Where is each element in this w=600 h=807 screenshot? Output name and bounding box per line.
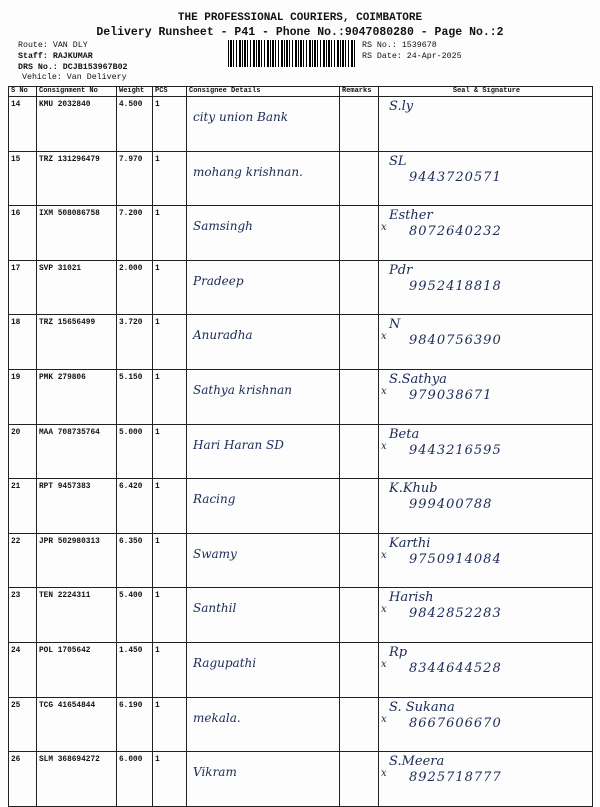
table-row	[9, 588, 593, 643]
runsheet-table	[8, 86, 593, 807]
weight-cell: 7.200	[117, 206, 153, 261]
remarks-cell	[340, 369, 379, 424]
runsheet-subtitle: Delivery Runsheet - P41 - Phone No.:9047080280 - Page No.:2	[96, 26, 504, 39]
cross-mark: x	[381, 222, 387, 234]
signature-name: S.Meera	[389, 754, 445, 770]
signature-cell	[379, 697, 593, 752]
sno-cell: 19	[9, 369, 37, 424]
signature-phone: 9952418818	[409, 278, 502, 294]
weight-cell: 1.450	[117, 642, 153, 697]
signature-phone: 9842852283	[409, 606, 502, 622]
pcs-cell: 1	[153, 260, 187, 315]
cross-mark: x	[381, 549, 387, 561]
cross-mark: x	[381, 385, 387, 397]
remarks-cell	[340, 697, 379, 752]
col-header-consignment: Consignment No	[37, 87, 117, 97]
consignee-cell: mekala.	[187, 697, 340, 752]
weight-cell: 5.000	[117, 424, 153, 479]
pcs-cell: 1	[153, 424, 187, 479]
weight-cell: 6.350	[117, 533, 153, 588]
weight-cell: 6.000	[117, 752, 153, 807]
weight-cell: 6.420	[117, 479, 153, 534]
consignee-cell: Santhil	[187, 588, 340, 643]
company-title: THE PROFESSIONAL COURIERS, COIMBATORE	[177, 12, 423, 24]
signature-name: Esther	[389, 208, 433, 224]
drs-label: DRS No.: DCJB153967B02	[18, 63, 128, 72]
signature-name: SL	[389, 153, 407, 169]
signature-name: Beta	[389, 426, 420, 442]
sno-cell: 17	[9, 260, 37, 315]
remarks-cell	[340, 752, 379, 807]
signature-name: Pdr	[389, 262, 413, 278]
col-header-weight: Weight	[117, 87, 153, 97]
table-row	[9, 752, 593, 807]
weight-cell: 4.500	[117, 97, 153, 152]
table-row	[9, 151, 593, 206]
sno-cell: 20	[9, 424, 37, 479]
pcs-cell: 1	[153, 752, 187, 807]
col-header-signature: Seal & Signature	[379, 87, 593, 97]
table-row	[9, 97, 593, 152]
signature-phone: 9840756390	[409, 333, 502, 349]
table-header-row	[9, 87, 593, 97]
pcs-cell: 1	[153, 588, 187, 643]
consignee-cell: Racing	[187, 479, 340, 534]
table-row	[9, 260, 593, 315]
remarks-cell	[340, 424, 379, 479]
consignment-no-cell: TCG 41654844	[37, 697, 117, 752]
pcs-cell: 1	[153, 97, 187, 152]
signature-name: Rp	[389, 644, 408, 660]
signature-cell	[379, 642, 593, 697]
signature-name: S. Sukana	[389, 699, 455, 715]
consignee-cell: Samsingh	[187, 206, 340, 261]
table-row	[9, 315, 593, 370]
signature-phone: 9443720571	[409, 169, 502, 185]
signature-cell	[379, 479, 593, 534]
signature-phone: 979038671	[409, 387, 493, 403]
remarks-cell	[340, 479, 379, 534]
consignment-no-cell: MAA 708735764	[37, 424, 117, 479]
table-row	[9, 479, 593, 534]
cross-mark: x	[381, 604, 387, 616]
remarks-cell	[340, 642, 379, 697]
signature-name: Karthi	[389, 535, 431, 551]
consignee-cell: Ragupathi	[187, 642, 340, 697]
consignee-cell: mohang krishnan.	[187, 151, 340, 206]
consignment-no-cell: SVP 31021	[37, 260, 117, 315]
signature-cell	[379, 206, 593, 261]
staff-label: Staff: RAJKUMAR	[18, 52, 93, 61]
signature-cell	[379, 424, 593, 479]
consignee-cell: city union Bank	[187, 97, 340, 152]
cross-mark: x	[381, 440, 387, 452]
remarks-cell	[340, 588, 379, 643]
consignment-no-cell: SLM 368694272	[37, 752, 117, 807]
sno-cell: 16	[9, 206, 37, 261]
vehicle-label: Vehicle: Van Delivery	[22, 73, 127, 82]
weight-cell: 2.000	[117, 260, 153, 315]
remarks-cell	[340, 151, 379, 206]
weight-cell: 3.720	[117, 315, 153, 370]
col-header-pcs: PCS	[153, 87, 187, 97]
consignee-cell: Swamy	[187, 533, 340, 588]
col-header-remarks: Remarks	[340, 87, 379, 97]
col-header-consignee: Consignee Details	[187, 87, 340, 97]
weight-cell: 5.150	[117, 369, 153, 424]
signature-phone: 8072640232	[409, 224, 502, 240]
sno-cell: 25	[9, 697, 37, 752]
rs-date-label: RS Date: 24-Apr-2025	[362, 52, 462, 61]
table-row	[9, 533, 593, 588]
route-label: Route: VAN DLY	[18, 41, 88, 50]
signature-name: S.Sathya	[389, 371, 447, 387]
signature-name: K.Khub	[389, 481, 438, 497]
signature-name: Harish	[389, 590, 434, 606]
signature-cell	[379, 97, 593, 152]
weight-cell: 6.190	[117, 697, 153, 752]
signature-phone: 999400788	[409, 497, 493, 513]
pcs-cell: 1	[153, 151, 187, 206]
barcode	[228, 40, 355, 67]
weight-cell: 7.970	[117, 151, 153, 206]
signature-cell	[379, 315, 593, 370]
signature-cell	[379, 151, 593, 206]
table-row	[9, 697, 593, 752]
consignment-no-cell: TEN 2224311	[37, 588, 117, 643]
pcs-cell: 1	[153, 642, 187, 697]
consignment-no-cell: PMK 279806	[37, 369, 117, 424]
consignee-cell: Vikram	[187, 752, 340, 807]
remarks-cell	[340, 533, 379, 588]
sno-cell: 15	[9, 151, 37, 206]
consignment-no-cell: TRZ 131296479	[37, 151, 117, 206]
signature-name: N	[389, 317, 401, 333]
pcs-cell: 1	[153, 533, 187, 588]
sno-cell: 23	[9, 588, 37, 643]
cross-mark: x	[381, 658, 387, 670]
signature-phone: 8344644528	[409, 660, 502, 676]
sno-cell: 26	[9, 752, 37, 807]
signature-name: S.ly	[389, 99, 414, 114]
signature-phone: 9443216595	[409, 442, 502, 458]
cross-mark: x	[381, 768, 387, 780]
signature-cell	[379, 588, 593, 643]
signature-phone: 9750914084	[409, 551, 502, 567]
pcs-cell: 1	[153, 697, 187, 752]
consignment-no-cell: TRZ 15656499	[37, 315, 117, 370]
signature-phone: 8925718777	[409, 770, 502, 786]
pcs-cell: 1	[153, 479, 187, 534]
remarks-cell	[340, 97, 379, 152]
pcs-cell: 1	[153, 369, 187, 424]
sno-cell: 14	[9, 97, 37, 152]
sno-cell: 18	[9, 315, 37, 370]
consignee-cell: Sathya krishnan	[187, 369, 340, 424]
col-header-sno: S No	[9, 87, 37, 97]
signature-cell	[379, 752, 593, 807]
pcs-cell: 1	[153, 315, 187, 370]
sno-cell: 21	[9, 479, 37, 534]
cross-mark: x	[381, 331, 387, 343]
consignee-cell: Hari Haran SD	[187, 424, 340, 479]
weight-cell: 5.400	[117, 588, 153, 643]
consignment-no-cell: KMU 2032840	[37, 97, 117, 152]
remarks-cell	[340, 206, 379, 261]
signature-cell	[379, 533, 593, 588]
consignment-no-cell: IXM 508086758	[37, 206, 117, 261]
consignee-cell: Pradeep	[187, 260, 340, 315]
pcs-cell: 1	[153, 206, 187, 261]
signature-cell	[379, 260, 593, 315]
consignee-cell: Anuradha	[187, 315, 340, 370]
consignment-no-cell: POL 1705642	[37, 642, 117, 697]
signature-cell	[379, 369, 593, 424]
sno-cell: 24	[9, 642, 37, 697]
remarks-cell	[340, 315, 379, 370]
consignment-no-cell: JPR 502980313	[37, 533, 117, 588]
cross-mark: x	[381, 713, 387, 725]
consignment-no-cell: RPT 9457383	[37, 479, 117, 534]
rs-no-label: RS No.: 1539678	[362, 41, 437, 50]
remarks-cell	[340, 260, 379, 315]
table-row	[9, 424, 593, 479]
table-row	[9, 369, 593, 424]
table-row	[9, 642, 593, 697]
sno-cell: 22	[9, 533, 37, 588]
table-row	[9, 206, 593, 261]
signature-phone: 8667606670	[409, 715, 502, 731]
